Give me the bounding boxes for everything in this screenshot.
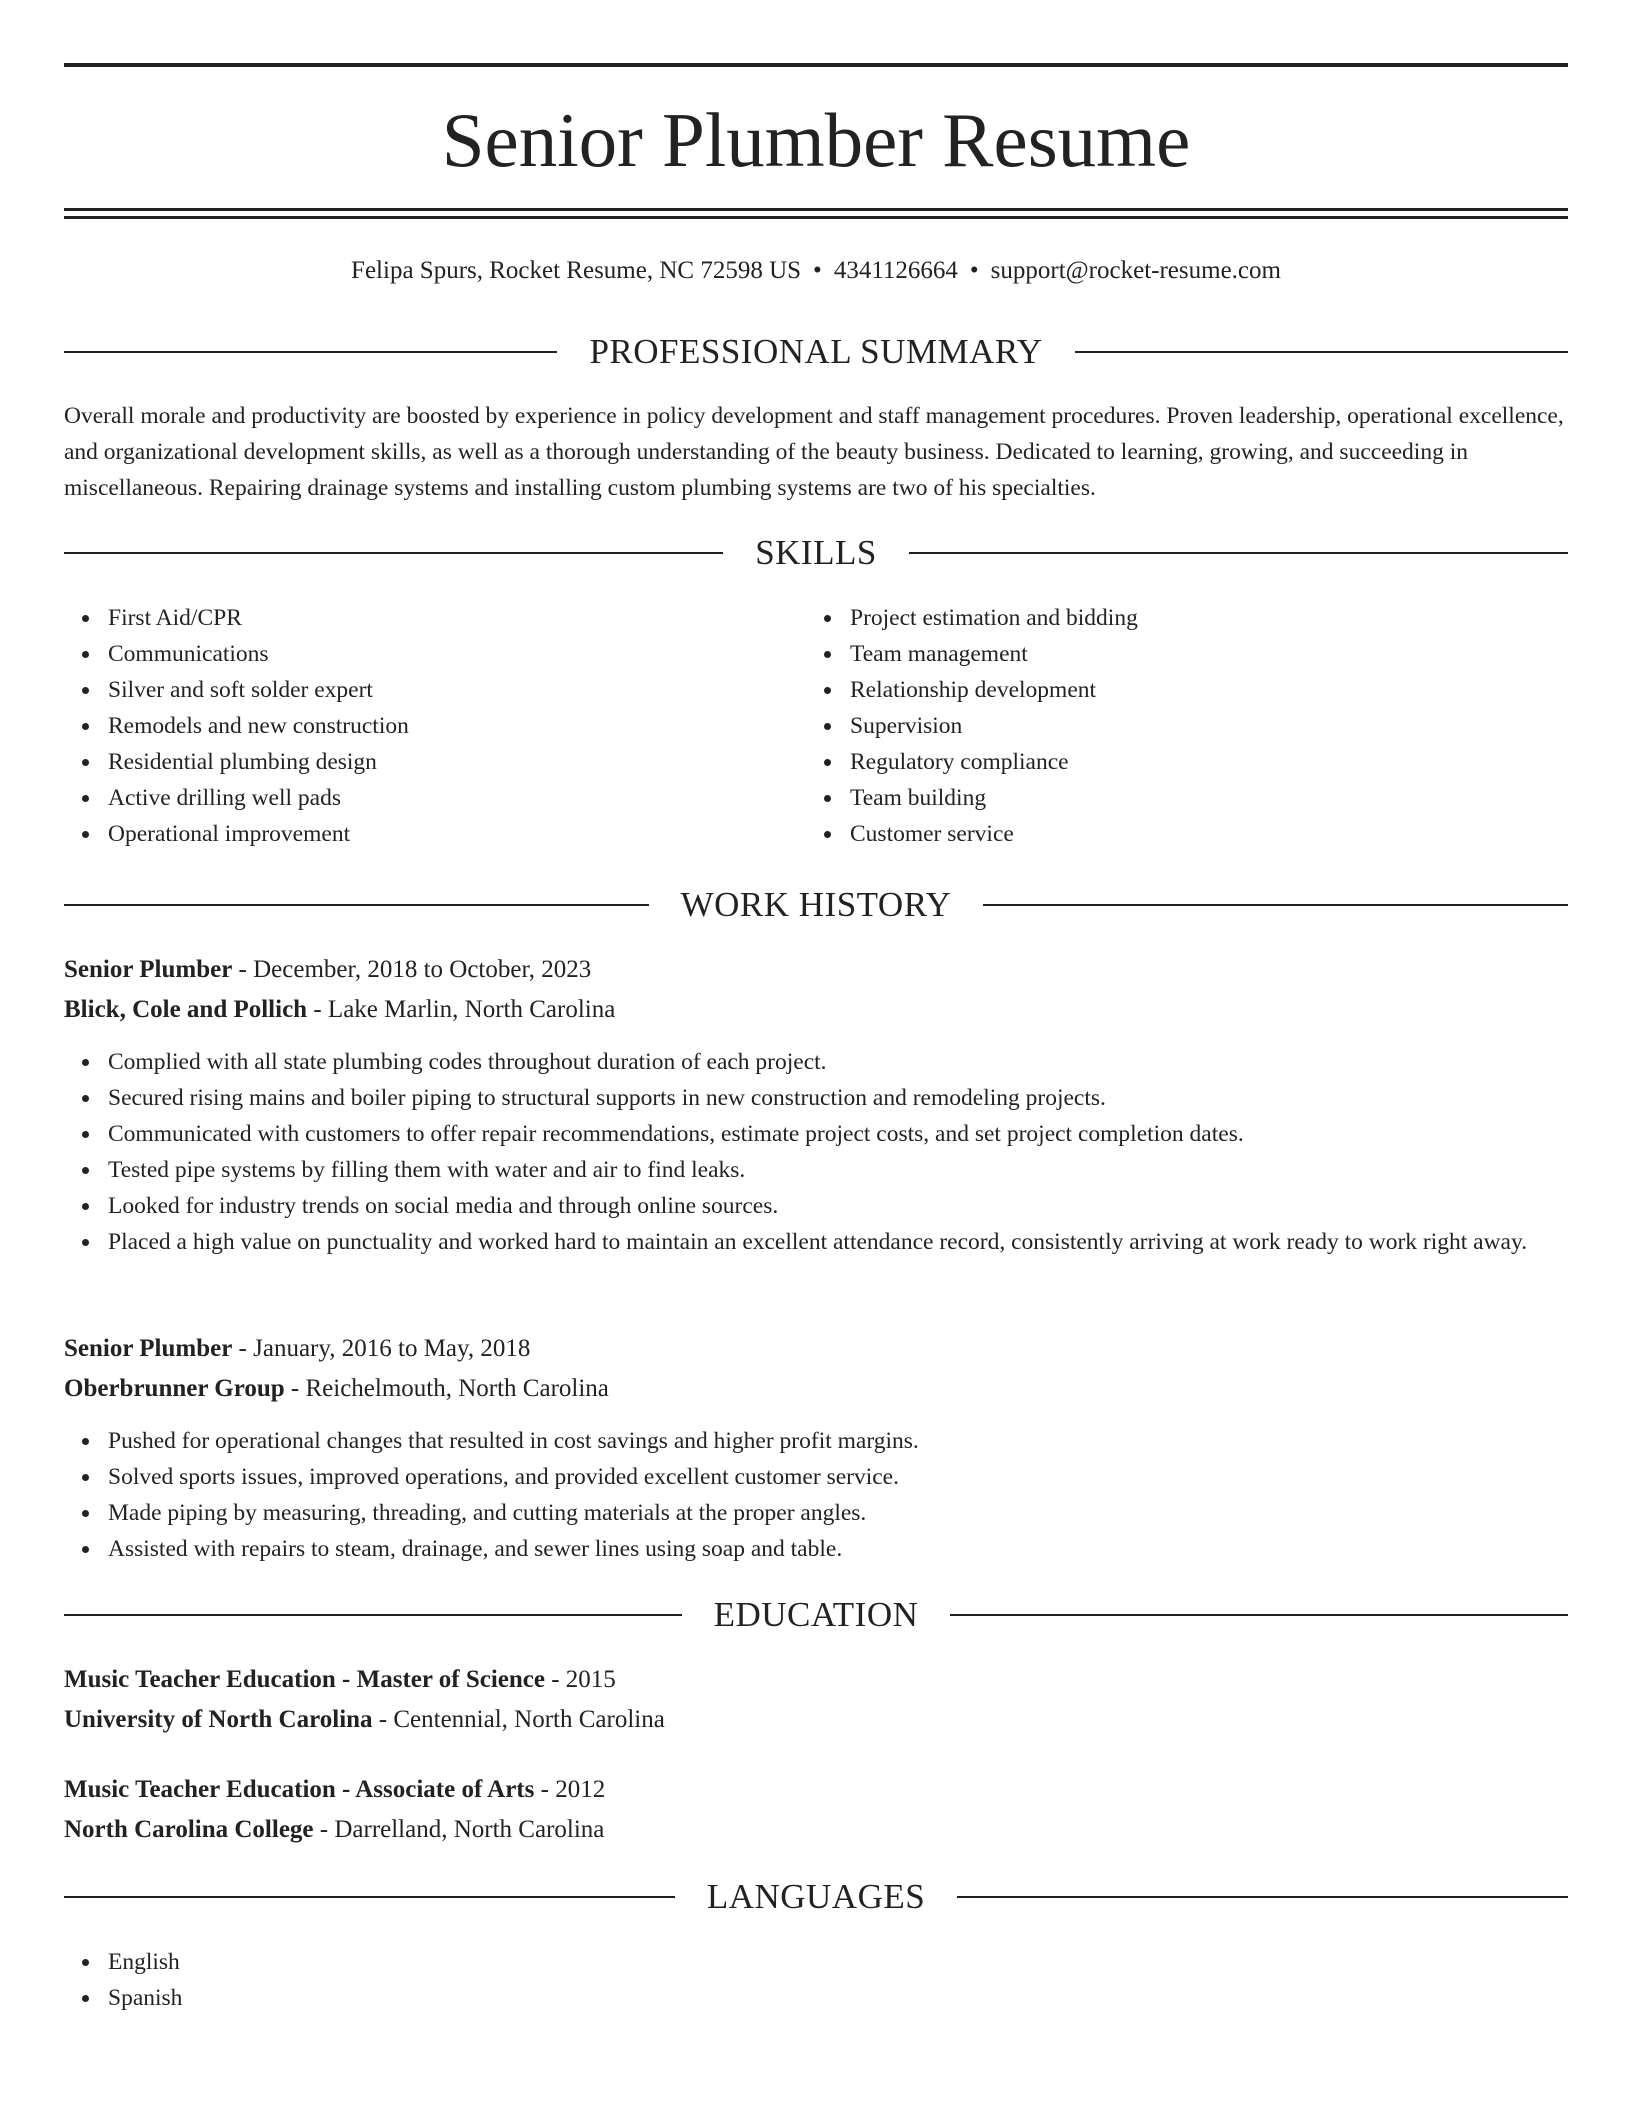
heading-rule-left xyxy=(64,1614,682,1616)
heading-rule-left xyxy=(64,1896,675,1898)
job-company: Oberbrunner Group xyxy=(64,1375,285,1402)
skills-list-left xyxy=(64,600,808,852)
list-item: Secured rising mains and boiler piping to structural supports in new construction and remodeling projects. xyxy=(108,1080,1568,1116)
job-location: - Lake Marlin, North Carolina xyxy=(307,996,616,1023)
list-item: First Aid/CPR xyxy=(108,600,808,636)
heading-rule-right xyxy=(950,1614,1568,1616)
job-company-line xyxy=(64,993,615,1027)
summary-text: Overall morale and productivity are boosted by experience in policy development and staff management procedures. Proven leadership, operational excellence, and organizational development skills, as well as a thorough understanding of the beauty business. Dedicated to learning, growing, and succeeding in miscellaneous. Repairing drainage systems and installing custom plumbing systems are two of his specialties. xyxy=(64,403,1564,501)
contact-email: support@rocket-resume.com xyxy=(990,257,1281,284)
list-item: Team management xyxy=(850,636,1570,672)
list-item: English xyxy=(108,1944,808,1980)
list-item: Customer service xyxy=(850,816,1570,852)
job-dates: - December, 2018 to October, 2023 xyxy=(232,956,592,983)
heading-rule-right xyxy=(1075,351,1568,353)
list-item: Pushed for operational changes that resulted in cost savings and higher profit margins. xyxy=(108,1423,1568,1459)
section-heading-summary xyxy=(64,330,1568,374)
heading-rule-left xyxy=(64,351,557,353)
education-school-line xyxy=(64,1703,665,1737)
job-dates: - January, 2016 to May, 2018 xyxy=(232,1335,531,1362)
section-heading-label: EDUCATION xyxy=(713,1595,919,1634)
section-heading-education xyxy=(64,1593,1568,1637)
heading-rule-right xyxy=(957,1896,1568,1898)
job-bullets xyxy=(64,1423,1568,1567)
job-company: Blick, Cole and Pollich xyxy=(64,996,308,1023)
education-location: - Centennial, North Carolina xyxy=(372,1706,665,1733)
list-item: Tested pipe systems by filling them with water and air to find leaks. xyxy=(108,1152,1568,1188)
heading-rule-right xyxy=(983,904,1568,906)
list-item: Operational improvement xyxy=(108,816,808,852)
list-item: Active drilling well pads xyxy=(108,780,808,816)
section-heading-work xyxy=(64,883,1568,927)
header-top-rule xyxy=(64,63,1568,67)
languages-list xyxy=(64,1944,808,2016)
list-item: Looked for industry trends on social media and through online sources. xyxy=(108,1188,1568,1224)
list-item: Supervision xyxy=(850,708,1570,744)
contact-address: Felipa Spurs, Rocket Resume, NC 72598 US xyxy=(351,257,802,284)
list-item: Assisted with repairs to steam, drainage, and sewer lines using soap and table. xyxy=(108,1531,1568,1567)
education-year: - 2015 xyxy=(544,1666,616,1693)
job-title-line xyxy=(64,1332,530,1366)
education-degree-line xyxy=(64,1663,616,1697)
list-item: Silver and soft solder expert xyxy=(108,672,808,708)
page-title: Senior Plumber Resume xyxy=(441,97,1191,183)
list-item: Spanish xyxy=(108,1980,808,2016)
header-bottom-rule xyxy=(64,208,1568,211)
education-degree: Music Teacher Education - Master of Science xyxy=(64,1666,545,1693)
contact-separator: • xyxy=(969,257,979,284)
list-item: Project estimation and bidding xyxy=(850,600,1570,636)
job-location: - Reichelmouth, North Carolina xyxy=(284,1375,609,1402)
section-heading-skills xyxy=(64,531,1568,575)
job-bullets xyxy=(64,1044,1568,1260)
education-school: North Carolina College xyxy=(64,1816,314,1843)
section-heading-label: PROFESSIONAL SUMMARY xyxy=(589,332,1043,371)
list-item: Communications xyxy=(108,636,808,672)
education-location: - Darrelland, North Carolina xyxy=(313,1816,605,1843)
job-company-line xyxy=(64,1372,609,1406)
job-title-line xyxy=(64,953,591,987)
list-item: Regulatory compliance xyxy=(850,744,1570,780)
section-heading-label: SKILLS xyxy=(755,533,877,572)
education-year: - 2012 xyxy=(534,1776,606,1803)
section-heading-label: WORK HISTORY xyxy=(680,885,952,924)
list-item: Remodels and new construction xyxy=(108,708,808,744)
contact-line xyxy=(64,254,1568,288)
education-school: University of North Carolina xyxy=(64,1706,373,1733)
job-title: Senior Plumber xyxy=(64,1335,233,1362)
list-item: Complied with all state plumbing codes throughout duration of each project. xyxy=(108,1044,1568,1080)
heading-rule-right xyxy=(909,552,1568,554)
heading-rule-left xyxy=(64,904,649,906)
list-item: Residential plumbing design xyxy=(108,744,808,780)
heading-rule-left xyxy=(64,552,723,554)
contact-separator: • xyxy=(813,257,822,284)
education-school-line xyxy=(64,1813,604,1847)
job-title: Senior Plumber xyxy=(64,956,233,983)
education-degree: Music Teacher Education - Associate of Arts xyxy=(64,1776,535,1803)
section-heading-languages xyxy=(64,1875,1568,1919)
section-heading-label: LANGUAGES xyxy=(706,1877,926,1916)
list-item: Communicated with customers to offer repair recommendations, estimate project costs, and set project completion dates. xyxy=(108,1116,1568,1152)
list-item: Placed a high value on punctuality and worked hard to maintain an excellent attendance record, consistently arriving at work ready to work right away. xyxy=(108,1224,1568,1260)
list-item: Made piping by measuring, threading, and cutting materials at the proper angles. xyxy=(108,1495,1568,1531)
skills-list-right xyxy=(806,600,1570,852)
education-degree-line xyxy=(64,1773,605,1807)
contact-phone: 4341126664 xyxy=(833,257,958,284)
list-item: Team building xyxy=(850,780,1570,816)
header-bottom-rule-2 xyxy=(64,216,1568,219)
list-item: Relationship development xyxy=(850,672,1570,708)
list-item: Solved sports issues, improved operations, and provided excellent customer service. xyxy=(108,1459,1568,1495)
